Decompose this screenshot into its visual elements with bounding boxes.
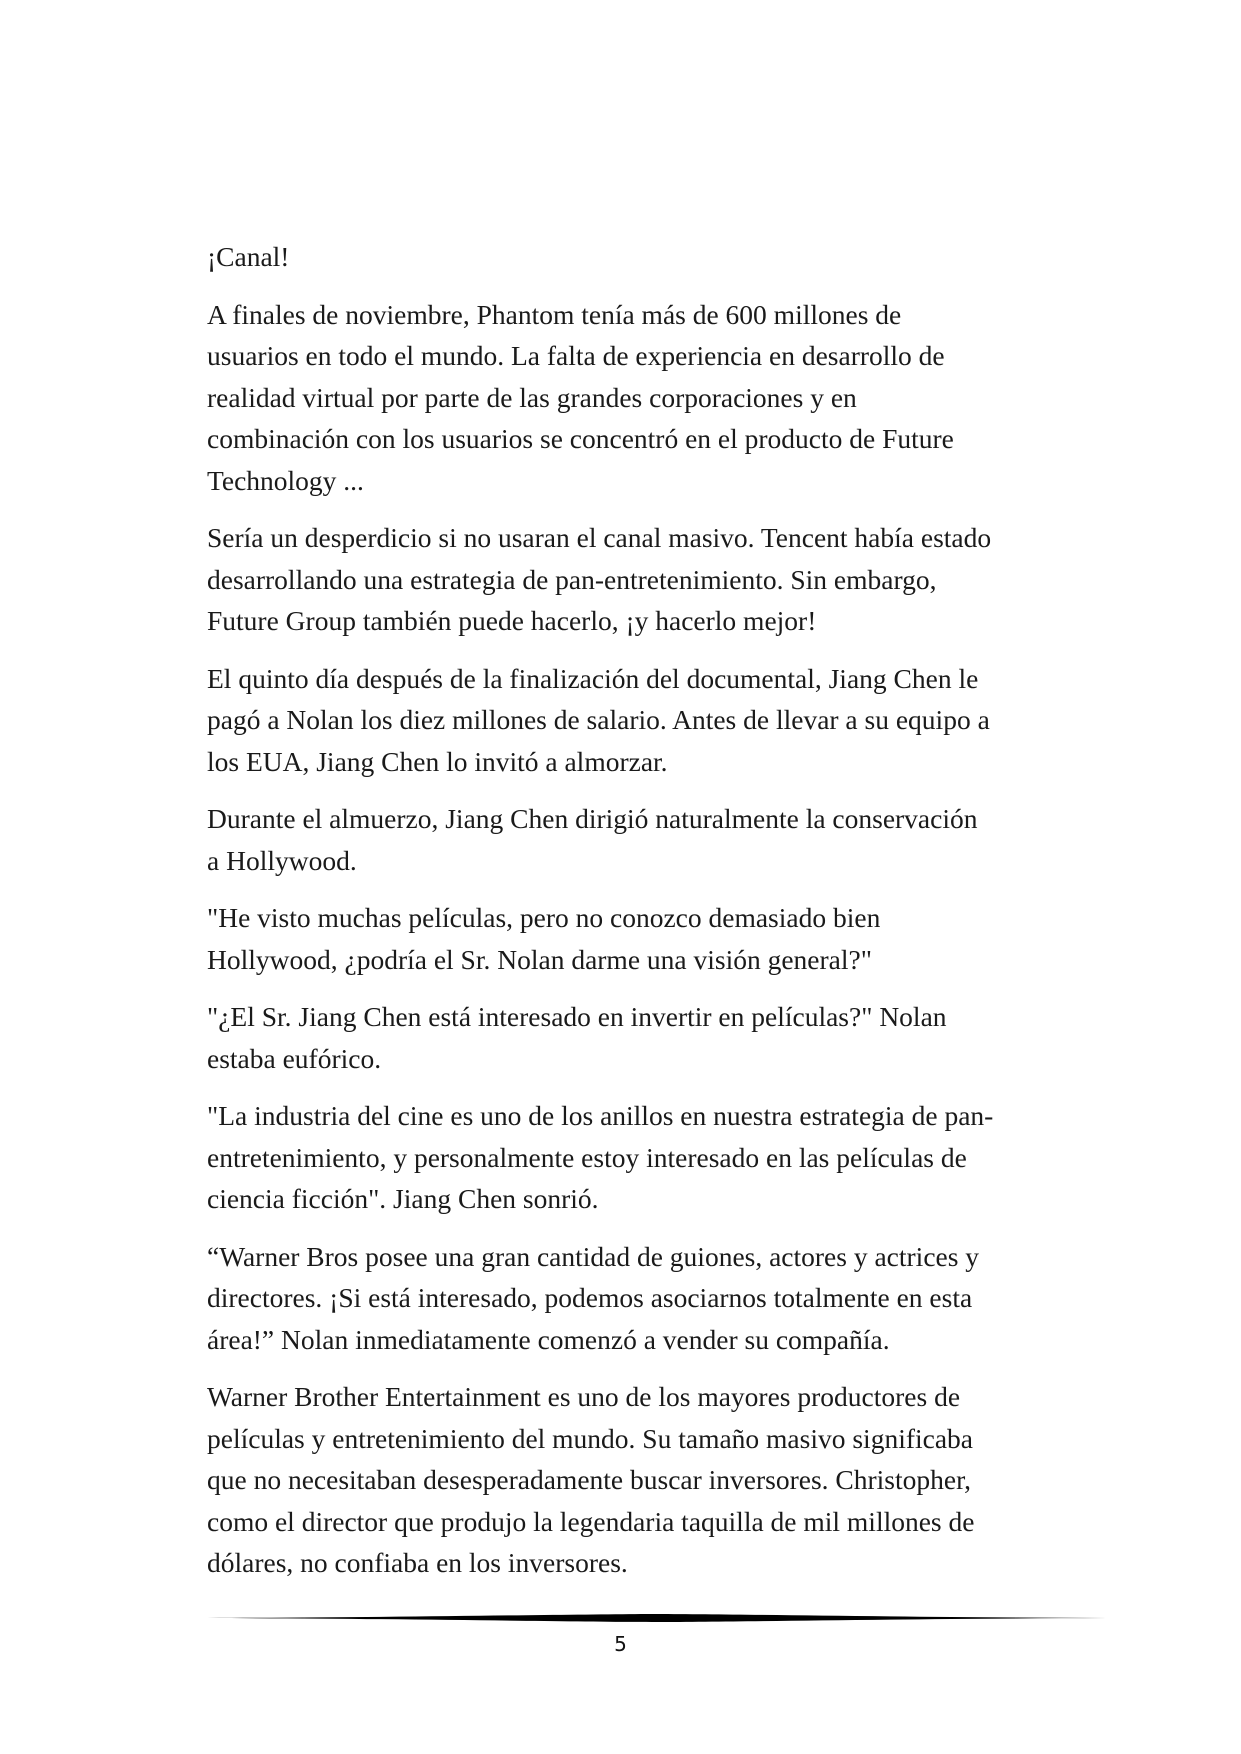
paragraph [207, 996, 1067, 1079]
paragraph [207, 897, 1067, 980]
body-text [207, 236, 1067, 1600]
text-line: “Warner Bros posee una gran cantidad de guiones, actores y actrices y [207, 1240, 980, 1272]
text-line: Durante el almuerzo, Jiang Chen dirigió naturalmente la conservación [207, 803, 978, 834]
text-line: "¿El Sr. Jiang Chen está interesado en invertir en películas?" Nolan [207, 1001, 947, 1032]
paragraph [207, 1095, 1067, 1220]
text-line: directores. ¡Si está interesado, podemos asociarnos totalmente en esta [207, 1282, 973, 1313]
text-line: que no necesitaban desesperadamente buscar inversores. Christopher, [207, 1464, 972, 1495]
text-line: combinación con los usuarios se concentró en el producto de Future [207, 423, 954, 454]
paragraph [207, 658, 1067, 783]
text-line: ciencia ficción". Jiang Chen sonrió. [207, 1183, 599, 1214]
text-line: Technology ... [207, 464, 364, 496]
paragraph [207, 294, 1067, 502]
footer-divider [207, 1612, 1107, 1624]
paragraph [207, 236, 1067, 278]
text-line: dólares, no confiaba en los inversores. [207, 1547, 628, 1578]
text-line: Sería un desperdicio si no usaran el canal masivo. Tencent había estado [207, 522, 992, 553]
text-line: A finales de noviembre, Phantom tenía más de 600 millones de [207, 298, 902, 330]
text-line: estaba eufórico. [207, 1042, 382, 1074]
text-line: pagó a Nolan los diez millones de salario. Antes de llevar a su equipo a [207, 704, 990, 735]
text-line: usuarios en todo el mundo. La falta de experiencia en desarrollo de [207, 340, 945, 371]
paragraph [207, 1236, 1067, 1361]
text-line: desarrollando una estrategia de pan-entretenimiento. Sin embargo, [207, 563, 937, 595]
text-line: películas y entretenimiento del mundo. Su tamaño masivo significaba [207, 1422, 973, 1454]
text-line: "La industria del cine es uno de los anillos en nuestra estrategia de pan- [207, 1100, 994, 1131]
paragraph [207, 1376, 1067, 1584]
paragraph [207, 798, 1067, 881]
text-line: Future Group también puede hacerlo, ¡y hacerlo mejor! [207, 605, 817, 636]
text-line: ¡Canal! [207, 241, 290, 272]
text-line: El quinto día después de la finalización del documental, Jiang Chen le [207, 662, 979, 694]
page-number: 5 [614, 1632, 627, 1656]
text-line: a Hollywood. [207, 844, 357, 876]
text-line: "He visto muchas películas, pero no conozco demasiado bien [207, 902, 881, 933]
text-line: área!” Nolan inmediatamente comenzó a vender su compañía. [207, 1323, 890, 1355]
text-line: Hollywood, ¿podría el Sr. Nolan darme una visión general?" [207, 943, 872, 975]
text-line: Warner Brother Entertainment es uno de los mayores productores de [207, 1381, 961, 1412]
text-line: realidad virtual por parte de las grandes corporaciones y en [207, 381, 857, 413]
paragraph [207, 517, 1067, 642]
text-line: entretenimiento, y personalmente estoy interesado en las películas de [207, 1141, 967, 1173]
text-line: los EUA, Jiang Chen lo invitó a almorzar. [207, 745, 668, 777]
text-line: como el director que produjo la legendaria taquilla de mil millones de [207, 1505, 975, 1537]
